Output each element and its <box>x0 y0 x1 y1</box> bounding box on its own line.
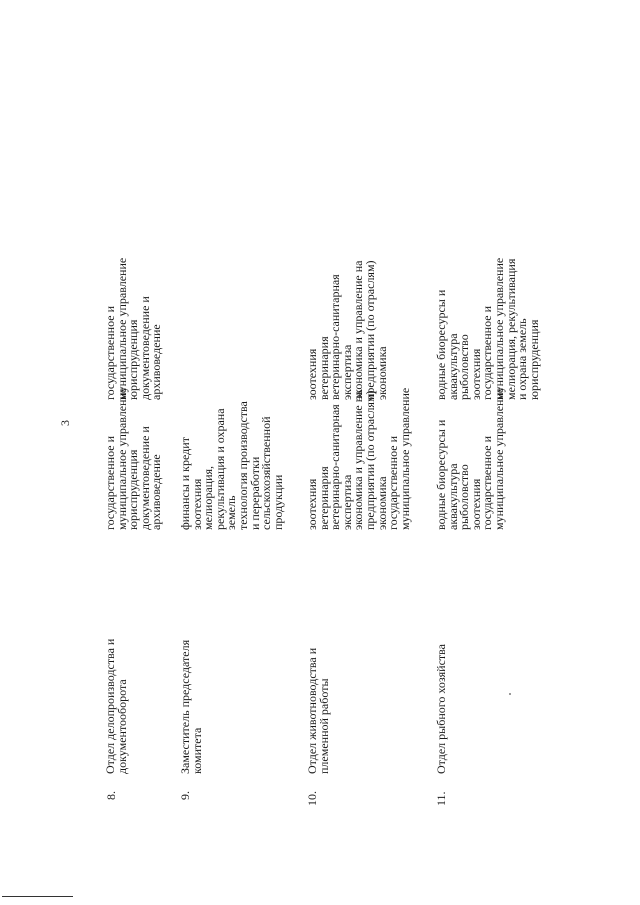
text-line: ветеринария <box>316 466 331 530</box>
text-line: зоотехния <box>305 478 319 530</box>
text-line: ветеринарно-санитарная <box>328 404 343 530</box>
row-number: 11. <box>434 791 448 806</box>
text-line: архивоведение <box>149 454 164 530</box>
text-line: предприятии (по отраслям) <box>362 390 377 530</box>
text-line: аквакультура <box>445 463 460 530</box>
text-line: экономика <box>374 346 389 400</box>
text-line: государственное и <box>103 306 117 400</box>
department-name <box>180 640 203 774</box>
text-line: государственное и <box>480 306 495 400</box>
specialities-list <box>105 388 163 530</box>
text-line: ветеринарно-санитарная <box>328 274 343 400</box>
text-line: племенной работы <box>316 678 331 774</box>
text-line: мелиорация, рекультивация <box>503 258 518 400</box>
text-line: рыболовство <box>457 334 472 400</box>
text-line: Заместитель председателя <box>178 639 192 774</box>
text-line: Отдел животноводства и <box>305 647 319 774</box>
row-number: 8. <box>104 791 118 800</box>
text-line: муниципальное управление <box>491 257 506 400</box>
specialities-list <box>307 388 411 530</box>
text-line: аквакультура <box>445 333 460 400</box>
text-line: документооборота <box>114 679 129 774</box>
page-number: 3 <box>58 420 72 426</box>
related-specialities-list <box>105 258 163 400</box>
text-line: документоведение и <box>137 426 152 530</box>
text-line: юриспруденция <box>126 449 141 530</box>
text-line: ветеринария <box>316 336 331 400</box>
text-line: Отдел рыбного хозяйства <box>434 643 448 774</box>
scan-speck <box>509 693 511 695</box>
text-line: государственное и <box>480 436 495 530</box>
text-line: Отдел делопроизводства и <box>103 638 117 774</box>
text-line: муниципальное управление <box>491 387 506 530</box>
department-name <box>436 644 448 774</box>
department-name <box>105 639 128 774</box>
text-line: архивоведение <box>149 324 164 400</box>
text-line: юриспруденция <box>526 319 541 400</box>
row-number: 9. <box>178 791 192 800</box>
text-line: и охрана земель <box>515 318 530 400</box>
text-line: муниципальное управление <box>114 387 129 530</box>
specialities-list <box>180 401 284 530</box>
row-number: 10. <box>305 791 319 806</box>
related-specialities-list <box>307 260 388 400</box>
text-line: зоотехния <box>189 478 204 530</box>
text-line: экономика <box>374 476 389 530</box>
text-line: мелиорация, <box>201 465 216 530</box>
text-line: экономика и управление на <box>351 390 366 530</box>
text-line: государственное и <box>103 436 117 530</box>
text-line: документоведение и <box>137 296 152 400</box>
text-line: финансы и кредит <box>178 437 192 530</box>
text-line: технология производства <box>235 401 250 530</box>
text-line: рыболовство <box>457 464 472 530</box>
department-name <box>307 648 330 774</box>
text-line: предприятии (по отраслям) <box>362 260 377 400</box>
text-line: зоотехния <box>468 348 483 400</box>
text-line: муниципальное управление <box>397 387 412 530</box>
text-line: продукции <box>270 474 285 530</box>
text-line: зоотехния <box>468 478 483 530</box>
text-line: юриспруденция <box>126 319 141 400</box>
related-specialities-list <box>436 258 540 400</box>
text-line: экономика и управление на <box>351 260 366 400</box>
text-line: комитета <box>189 727 204 774</box>
text-line: экспертиза <box>339 474 354 530</box>
text-line: муниципальное управление <box>114 257 129 400</box>
text-line: зоотехния <box>305 348 319 400</box>
text-line: водные биоресурсы и <box>434 289 448 400</box>
text-line: и переработки <box>247 456 262 530</box>
text-line: земель <box>224 495 239 530</box>
text-line: государственное и <box>386 436 401 530</box>
text-line: сельскохозяйственной <box>259 416 274 530</box>
footer-rule <box>2 896 73 897</box>
specialities-list <box>436 388 506 530</box>
text-line: экспертиза <box>339 344 354 400</box>
text-line: рекультивация и охрана <box>212 408 227 530</box>
text-line: водные биоресурсы и <box>434 419 448 530</box>
